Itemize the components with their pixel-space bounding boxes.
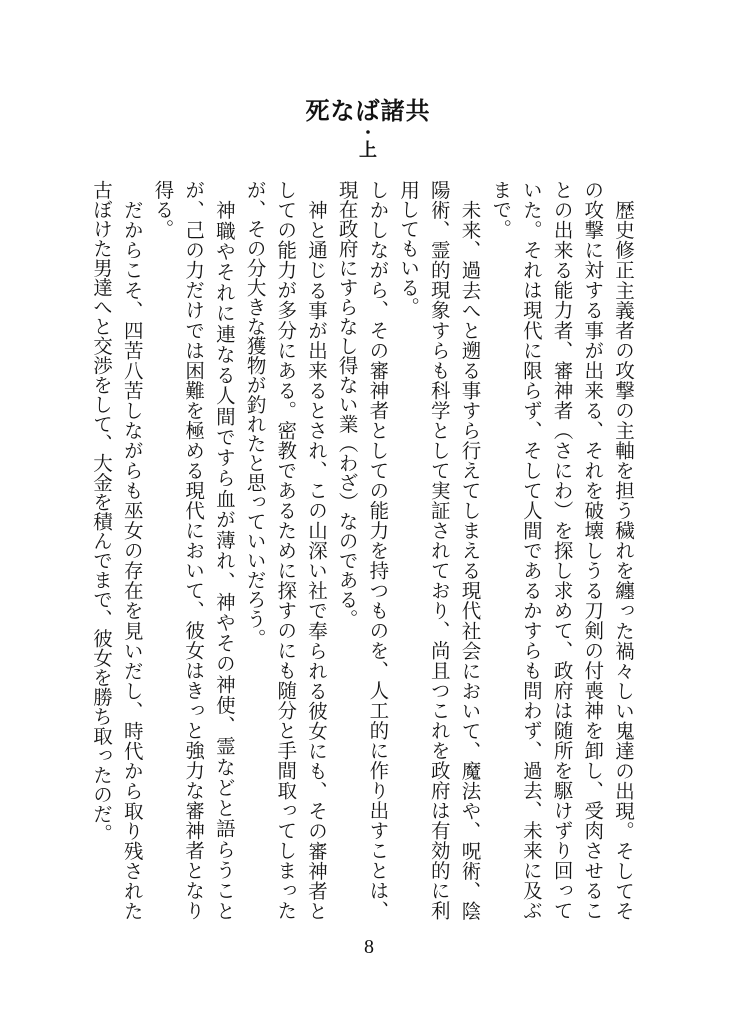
paragraph: 神と通じる事が出来るとされ、この山深い社で奉られる彼女にも、その審神者としての能力が多分にある。密教であるために探すのにも随分と手間取ってしまったが、その分大きな獲物が釣れたと思っていいだろう。 [243,180,328,920]
vertical-body-text [85,180,638,920]
paragraph: 神職やそれに連なる人間ですら血が薄れ、神やその神使、霊などと語らうことが、己の力だけでは困難を極める現代において、彼女はきっと強力な審神者となり得る。 [151,180,236,920]
paragraph: しかしながら、その審神者としての能力を持つものを、人工的に作り出すことは、現在政府にすらなし得ない業（わざ）なのである。 [335,180,390,921]
paragraph: 未来、過去へと遡る事すら行えてしまえる現代社会において、魔法や、呪術、陰陽術、霊的現象すらも科学として実証されており、尚且つこれを政府は有効的に利用してもいる。 [397,180,482,920]
title-separator-dot: ・ [359,123,376,142]
volume-label: 上 [359,140,377,161]
running-header [260,96,476,162]
paragraph: だからこそ、四苦八苦しながらも巫女の存在を見いだし、時代から取り残された古ぼけた男達へと交渉をして、大金を積んでまで、彼女を勝ち取ったのだ。 [90,180,144,920]
book-title: 死なば諸共 [305,96,431,125]
page-number: 8 [364,936,374,958]
paragraph: 歴史修正主義者の攻撃の主軸を担う穢れを纏った禍々しい鬼達の出現。そしてその攻撃に対する事が出来る、それを破壊しうる刀剣の付喪神を卸し、受肉させることの出来る能力者、審神者（さにわ）を探し求めて、政府は随所を駆けずり回っていた。それは現代に限らず、そして人間であるかすらも問わず、過去、未来に及ぶまで。 [489,180,635,921]
